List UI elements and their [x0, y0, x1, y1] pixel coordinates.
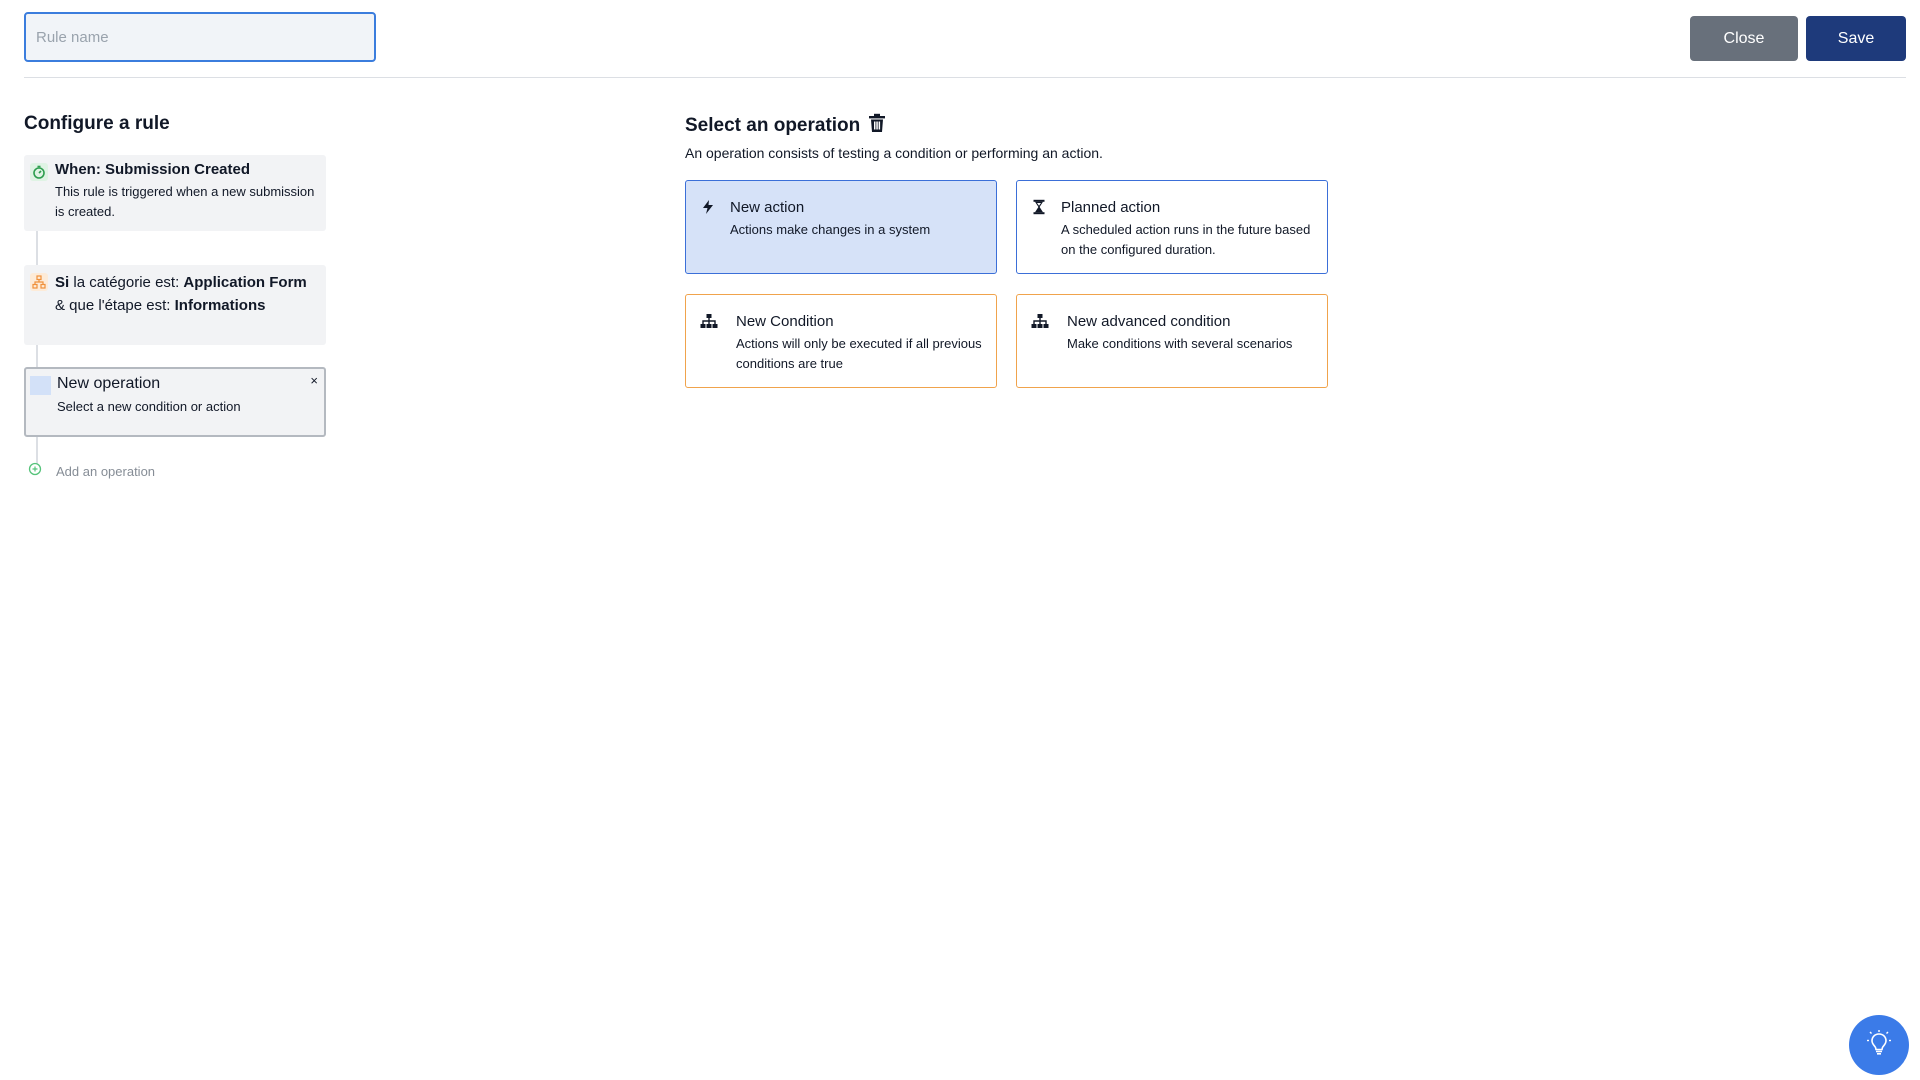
- trigger-description: This rule is triggered when a new submission is created.: [55, 184, 315, 219]
- condition-category: Application Form: [183, 274, 307, 291]
- lightbulb-icon: [1865, 1029, 1893, 1062]
- new-operation-description: Select a new condition or action: [57, 399, 241, 414]
- card-title: New advanced condition: [1067, 313, 1231, 330]
- card-description: Make conditions with several scenarios: [1067, 336, 1293, 351]
- rule-name-input[interactable]: [24, 12, 376, 62]
- configure-rule-title: Configure a rule: [24, 113, 170, 134]
- condition-prefix: Si: [55, 274, 70, 291]
- select-operation-title: Select an operation: [685, 115, 861, 136]
- new-advanced-condition-card[interactable]: [1016, 294, 1328, 388]
- planned-action-card[interactable]: [1016, 180, 1328, 274]
- hourglass-icon: [1031, 199, 1047, 215]
- add-operation-button[interactable]: [28, 462, 155, 481]
- select-operation-subtitle: An operation consists of testing a condition or performing an action.: [685, 145, 1103, 161]
- close-icon[interactable]: ×: [310, 373, 318, 388]
- condition-text: [55, 271, 316, 317]
- card-description: A scheduled action runs in the future based on the configured duration.: [1061, 222, 1311, 257]
- condition-step[interactable]: [24, 265, 326, 345]
- close-button[interactable]: Close: [1690, 16, 1798, 61]
- hierarchy-icon: [1031, 313, 1047, 329]
- plus-circle-icon: [28, 462, 42, 481]
- stopwatch-icon: [30, 163, 48, 181]
- hierarchy-icon: [30, 273, 48, 291]
- help-fab-button[interactable]: [1849, 1015, 1909, 1075]
- trash-icon[interactable]: [868, 113, 886, 139]
- card-title: New action: [730, 199, 805, 216]
- card-title: New Condition: [736, 313, 834, 330]
- trigger-title: When: Submission Created: [55, 161, 251, 178]
- card-title: Planned action: [1061, 199, 1161, 216]
- condition-text-2: & que l'étape est:: [55, 297, 175, 314]
- hierarchy-icon: [700, 313, 716, 329]
- card-description: Actions will only be executed if all previous conditions are true: [736, 336, 982, 371]
- new-operation-step[interactable]: [24, 367, 326, 437]
- select-operation-heading: [685, 113, 886, 139]
- lightning-icon: [700, 199, 716, 215]
- save-button[interactable]: Save: [1806, 16, 1906, 61]
- new-operation-swatch: [30, 376, 51, 395]
- condition-step-value: Informations: [174, 297, 266, 314]
- trigger-step[interactable]: [24, 155, 326, 231]
- new-operation-title: New operation: [57, 375, 161, 392]
- new-condition-card[interactable]: [685, 294, 997, 388]
- new-action-card[interactable]: [685, 180, 997, 274]
- condition-text-1: la catégorie est:: [69, 274, 184, 291]
- card-description: Actions make changes in a system: [730, 222, 931, 237]
- add-operation-label: Add an operation: [56, 464, 156, 479]
- header-divider: [24, 77, 1906, 78]
